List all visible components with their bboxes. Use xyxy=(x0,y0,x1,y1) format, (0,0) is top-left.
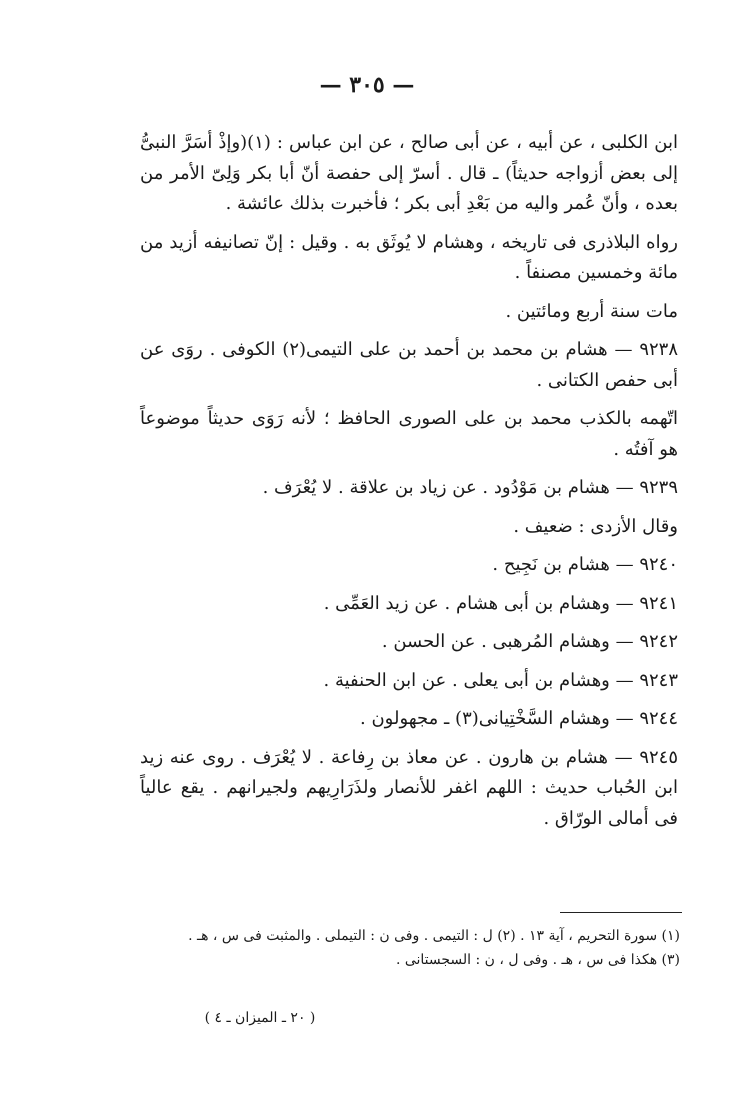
paragraph-continuation: ابن الكلبى ، عن أبيه ، عن أبى صالح ، عن ابن عباس : (١)(وإذْ أسَرَّ النبىُّ إلى بعض أزواجه حديثاً) ـ قال . أسرّ إلى حفصة أنّ أبا بكر وَلِىّ الأمر من بعده ، وأنّ عُمر واليه من بَعْدِ أبى بكر ؛ فأخبرت بذلك عائشة . xyxy=(140,132,678,214)
paragraph-death: مات سنة أربع ومائتين . xyxy=(505,300,678,322)
footnote-line: (٣) هكذا فى س ، هـ . وفى ل ، ن : السجستانى . xyxy=(395,952,680,968)
entry-9239: ٩٢٣٩ — هشام بن مَوْدُود . عن زياد بن علاقة . لا يُعْرَف . xyxy=(262,477,678,498)
page-number: — ٣٠٥ — xyxy=(319,72,415,98)
entry-9241: ٩٢٤١ — وهشام بن أبى هشام . عن زيد العَمِّى . xyxy=(323,592,678,614)
paragraph-azdi: وقال الأزدى : ضعيف . xyxy=(513,515,678,537)
volume-signature: ( ٢٠ ـ الميزان ـ ٤ ) xyxy=(204,1010,316,1026)
entry-9240: ٩٢٤٠ — هشام بن نَجِيح . xyxy=(492,554,678,575)
footnote-line: (١) سورة التحريم ، آية ١٣ . (٢) ل : التيمى . وفى ن : التيملى . والمثبت فى س ، هـ . xyxy=(188,928,680,944)
entry-9243: ٩٢٤٣ — وهشام بن أبى يعلى . عن ابن الحنفية . xyxy=(323,669,678,691)
entry-9242: ٩٢٤٢ — وهشام المُرهبى . عن الحسن . xyxy=(381,631,678,652)
main-text xyxy=(140,128,678,842)
footnote-divider xyxy=(560,912,682,913)
footnotes xyxy=(140,924,680,972)
entry-9244: ٩٢٤٤ — وهشام السَّخْتِيانى(٣) ـ مجهولون . xyxy=(360,708,678,729)
entry-9238: ٩٢٣٨ — هشام بن محمد بن أحمد بن على التيمى(٢) الكوفى . روَى عن أبى حفص الكتانى . xyxy=(140,339,678,391)
entry-9245: ٩٢٤٥ — هشام بن هارون . عن معاذ بن رِفاعة . لا يُعْرَف . روى عنه زيد ابن الحُباب حديث : اللهم اغفر للأنصار ولذَرَارِيهم ولجيرانهم . يقع عالياً فى أمالى الورّاق . xyxy=(140,746,678,829)
paragraph-baladhuri: رواه البلاذرى فى تاريخه ، وهشام لا يُوثَق به . وقيل : إنّ تصانيفه أزيد من مائة وخمسين مصنفاً . xyxy=(140,231,678,283)
paragraph-accusation: اتّهمه بالكذب محمد بن على الصورى الحافظ ؛ لأنه رَوَى حديثاً موضوعاً هو آفتُه . xyxy=(140,408,678,460)
